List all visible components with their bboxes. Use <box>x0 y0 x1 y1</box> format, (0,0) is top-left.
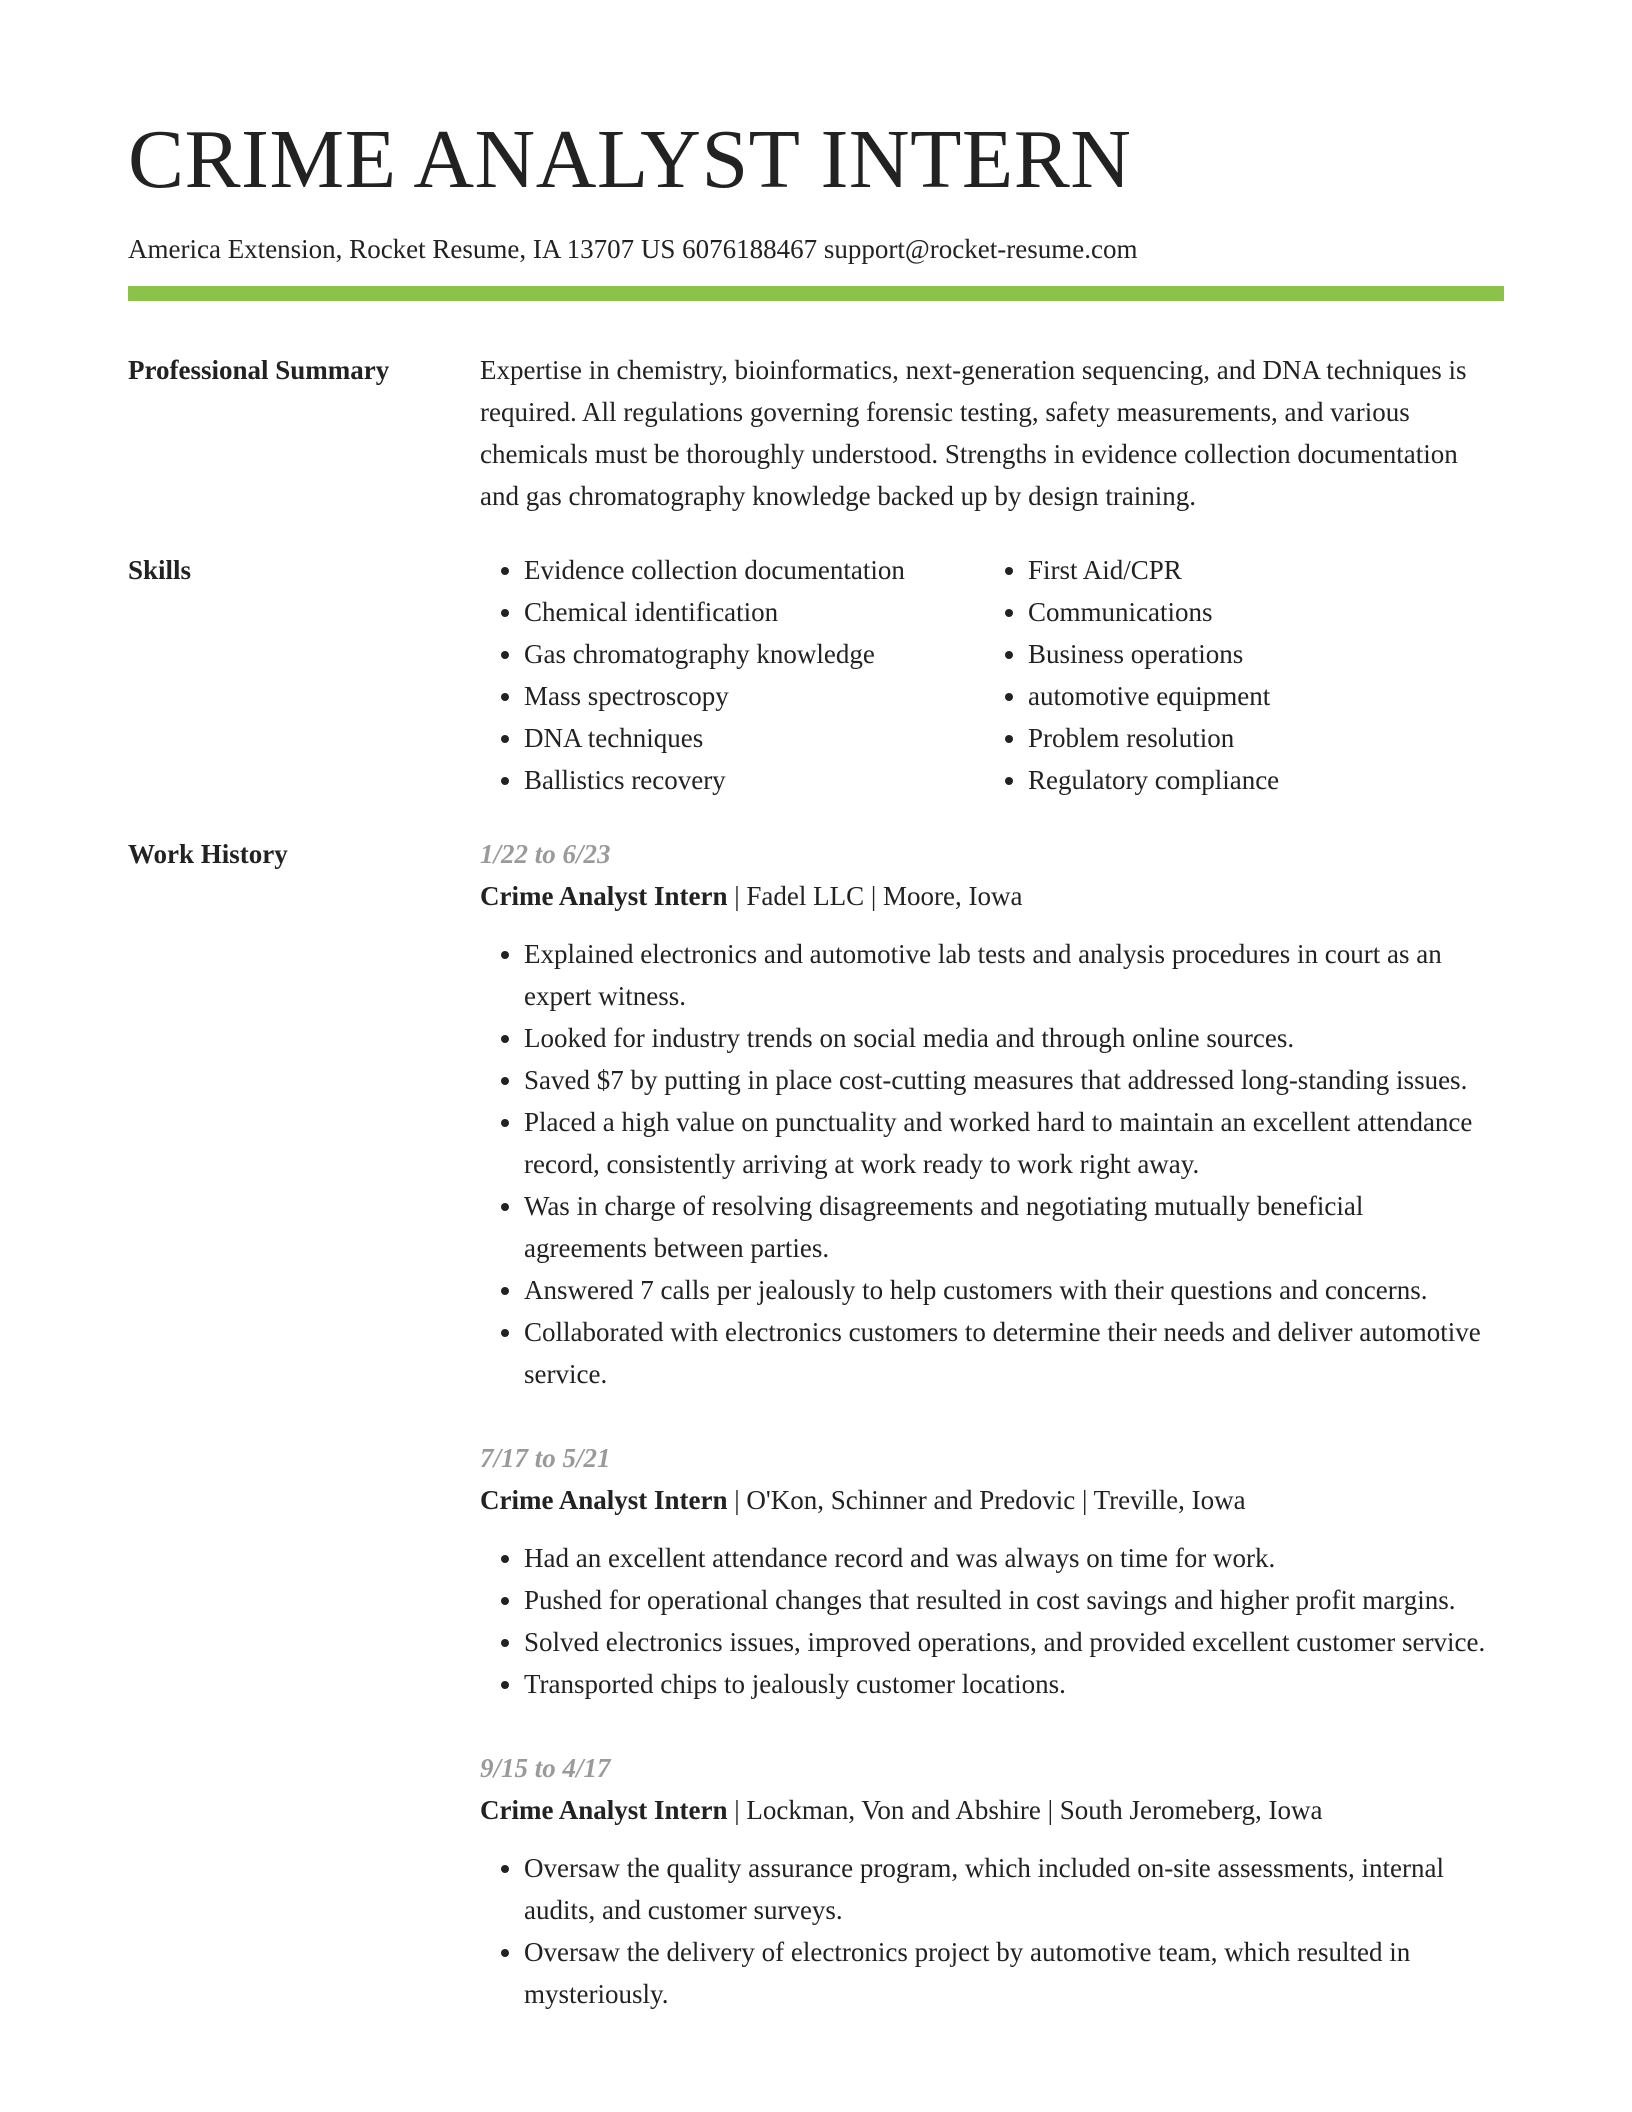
separator <box>727 881 746 911</box>
skill-item: • Mass spectroscopy <box>524 675 984 717</box>
separator <box>727 1485 746 1515</box>
job-location: Moore, Iowa <box>883 881 1023 911</box>
job-entry <box>480 1437 1490 1705</box>
summary-heading: Professional Summary <box>128 355 390 385</box>
job-location: South Jeromeberg, Iowa <box>1059 1795 1323 1825</box>
job-dates: 9/15 to 4/17 <box>480 1753 611 1783</box>
contact-address: America Extension, Rocket Resume, IA 13707 US <box>128 234 676 264</box>
skill-item: • Gas chromatography knowledge <box>524 633 984 675</box>
skill-item: • First Aid/CPR <box>1028 549 1488 591</box>
job-bullet: • Was in charge of resolving disagreements and negotiating mutually beneficial agreements between parties. <box>524 1185 1490 1269</box>
job-bullet: • Transported chips to jealously customer locations. <box>524 1663 1490 1705</box>
separator <box>1041 1795 1060 1825</box>
job-heading <box>480 875 1490 917</box>
skill-item: • DNA techniques <box>524 717 984 759</box>
separator <box>1075 1485 1093 1515</box>
skill-item: • Ballistics recovery <box>524 759 984 801</box>
job-dates: 1/22 to 6/23 <box>480 839 611 869</box>
job-bullets <box>480 1537 1490 1705</box>
job-bullet: • Oversaw the delivery of electronics project by automotive team, which resulted in mysteriously. <box>524 1931 1490 2015</box>
summary-body <box>480 349 1490 517</box>
separator <box>727 1795 746 1825</box>
separator <box>864 881 883 911</box>
job-bullets <box>480 1847 1490 2015</box>
job-dates: 7/17 to 5/21 <box>480 1443 611 1473</box>
skills-list-left <box>480 549 984 801</box>
contact-line <box>128 231 1137 267</box>
work-history-body <box>480 833 1490 2057</box>
job-company: O'Kon, Schinner and Predovic <box>746 1485 1076 1515</box>
skill-item: • Chemical identification <box>524 591 984 633</box>
job-title: Crime Analyst Intern <box>480 1795 728 1825</box>
job-bullet: • Saved $7 by putting in place cost-cutting measures that addressed long-standing issues. <box>524 1059 1490 1101</box>
work-history-heading: Work History <box>128 839 288 869</box>
header-divider <box>128 286 1504 301</box>
job-heading <box>480 1479 1490 1521</box>
job-company: Fadel LLC <box>746 881 865 911</box>
skills-columns <box>480 549 1490 801</box>
skills-list-right <box>984 549 1488 801</box>
job-bullet: • Pushed for operational changes that resulted in cost savings and higher profit margins. <box>524 1579 1490 1621</box>
skill-item: • automotive equipment <box>1028 675 1488 717</box>
job-bullet: • Collaborated with electronics customers to determine their needs and deliver automotive service. <box>524 1311 1490 1395</box>
skill-item: • Problem resolution <box>1028 717 1488 759</box>
resume-name: CRIME ANALYST INTERN <box>128 113 1132 206</box>
job-bullet: • Oversaw the quality assurance program, which included on-site assessments, internal audits, and customer surveys. <box>524 1847 1490 1931</box>
skills-body <box>480 549 1490 801</box>
job-bullet: • Answered 7 calls per jealously to help customers with their questions and concerns. <box>524 1269 1490 1311</box>
contact-email: support@rocket-resume.com <box>823 234 1138 264</box>
contact-phone: 6076188467 <box>682 234 818 264</box>
job-location: Treville, Iowa <box>1093 1485 1246 1515</box>
job-bullet: • Looked for industry trends on social media and through online sources. <box>524 1017 1490 1059</box>
job-title: Crime Analyst Intern <box>480 1485 728 1515</box>
summary-text: Expertise in chemistry, bioinformatics, next-generation sequencing, and DNA techniques is required. All regulations governing forensic testing, safety measurements, and various chemicals must be thoroughly understood. Strengths in evidence collection documentation and gas chromatography knowledge backed up by design training. <box>480 355 1467 511</box>
skills-heading: Skills <box>128 555 192 585</box>
job-entry <box>480 833 1490 1395</box>
job-title: Crime Analyst Intern <box>480 881 728 911</box>
skill-item: • Communications <box>1028 591 1488 633</box>
skill-item: • Regulatory compliance <box>1028 759 1488 801</box>
job-bullet: • Explained electronics and automotive lab tests and analysis procedures in court as an expert witness. <box>524 933 1490 1017</box>
job-bullet: • Solved electronics issues, improved operations, and provided excellent customer service. <box>524 1621 1490 1663</box>
job-entry <box>480 1747 1490 2015</box>
job-bullet: • Had an excellent attendance record and was always on time for work. <box>524 1537 1490 1579</box>
job-heading <box>480 1789 1490 1831</box>
job-bullets <box>480 933 1490 1395</box>
job-company: Lockman, Von and Abshire <box>746 1795 1041 1825</box>
skill-item: • Business operations <box>1028 633 1488 675</box>
job-bullet: • Placed a high value on punctuality and worked hard to maintain an excellent attendance record, consistently arriving at work ready to work right away. <box>524 1101 1490 1185</box>
skill-item: • Evidence collection documentation <box>524 549 984 591</box>
